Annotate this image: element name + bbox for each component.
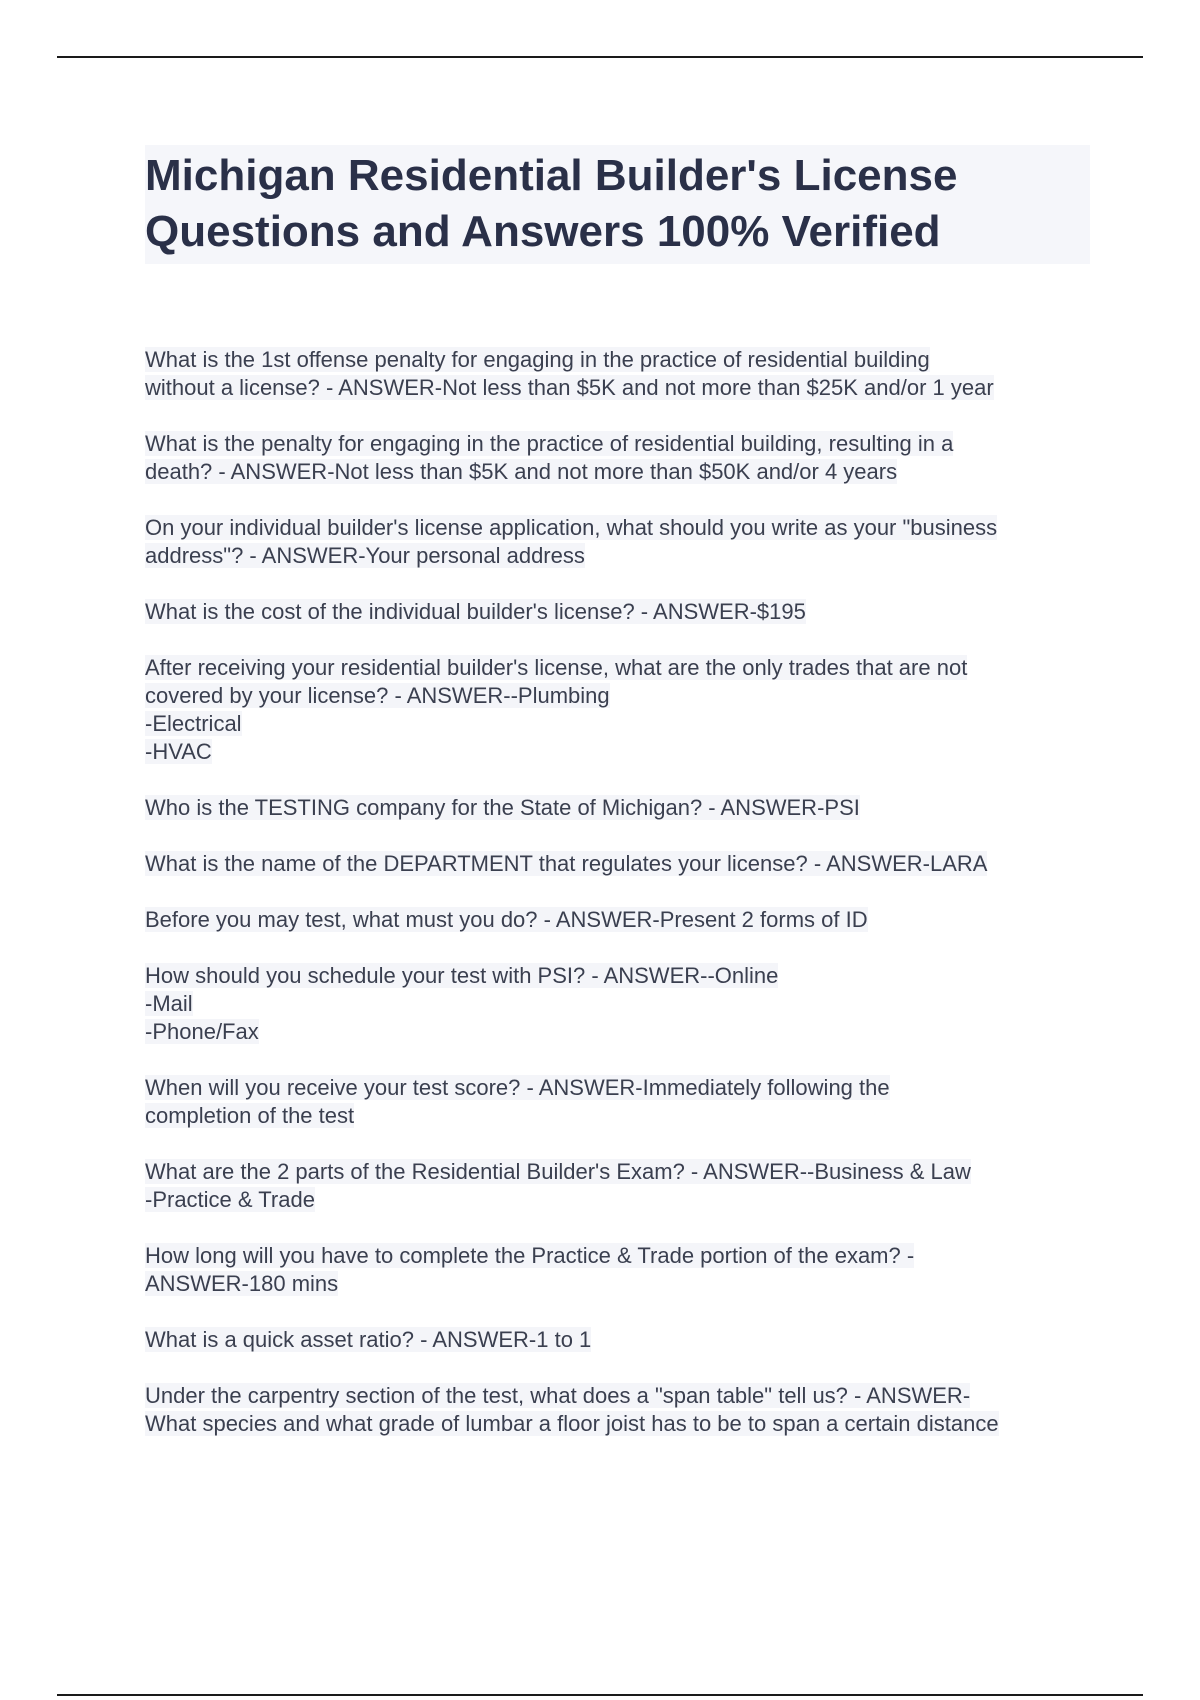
qa-text: -Electrical <box>145 711 242 736</box>
qa-text: When will you receive your test score? - ANSWER-Immediately following the <box>145 1075 890 1100</box>
qa-list <box>145 346 1090 1438</box>
title-block <box>145 145 1090 264</box>
qa-line <box>145 990 1090 1018</box>
qa-line <box>145 1158 1090 1186</box>
qa-text: without a license? - ANSWER-Not less than $5K and not more than $25K and/or 1 year <box>145 375 994 400</box>
qa-line <box>145 794 1090 822</box>
qa-line <box>145 542 1090 570</box>
qa-line <box>145 654 1090 682</box>
qa-line <box>145 906 1090 934</box>
qa-line <box>145 458 1090 486</box>
document-body <box>145 145 1090 1466</box>
title-line: Michigan Residential Builder's License <box>145 151 958 200</box>
qa-text: covered by your license? - ANSWER--Plumbing <box>145 683 610 708</box>
qa-item <box>145 962 1090 1046</box>
qa-text: Before you may test, what must you do? - ANSWER-Present 2 forms of ID <box>145 907 868 932</box>
qa-item <box>145 598 1090 626</box>
qa-text: death? - ANSWER-Not less than $5K and not more than $50K and/or 4 years <box>145 459 898 484</box>
qa-text: What is a quick asset ratio? - ANSWER-1 to 1 <box>145 1327 592 1352</box>
qa-line <box>145 1018 1090 1046</box>
qa-text: address"? - ANSWER-Your personal address <box>145 543 585 568</box>
qa-line <box>145 1186 1090 1214</box>
qa-text: ANSWER-180 mins <box>145 1271 339 1296</box>
qa-text: After receiving your residential builder's license, what are the only trades that are not <box>145 655 968 680</box>
qa-line <box>145 346 1090 374</box>
qa-line <box>145 1074 1090 1102</box>
qa-line <box>145 738 1090 766</box>
qa-item <box>145 346 1090 402</box>
qa-item <box>145 794 1090 822</box>
qa-text: What is the cost of the individual builder's license? - ANSWER-$195 <box>145 599 806 624</box>
qa-item <box>145 906 1090 934</box>
qa-line <box>145 710 1090 738</box>
footer-rule <box>57 1694 1143 1696</box>
qa-item <box>145 850 1090 878</box>
qa-item <box>145 1074 1090 1130</box>
document-title <box>145 148 1090 260</box>
qa-item <box>145 430 1090 486</box>
qa-text: What species and what grade of lumbar a floor joist has to be to span a certain distance <box>145 1411 999 1436</box>
qa-line <box>145 962 1090 990</box>
qa-line <box>145 514 1090 542</box>
qa-text: How should you schedule your test with PSI? - ANSWER--Online <box>145 963 779 988</box>
qa-line <box>145 1326 1090 1354</box>
qa-line <box>145 430 1090 458</box>
qa-line <box>145 682 1090 710</box>
qa-text: Under the carpentry section of the test, what does a "span table" tell us? - ANSWER- <box>145 1383 971 1408</box>
qa-text: What is the name of the DEPARTMENT that regulates your license? - ANSWER-LARA <box>145 851 988 876</box>
qa-item <box>145 1158 1090 1214</box>
qa-text: -Mail <box>145 991 193 1016</box>
qa-text: -HVAC <box>145 739 212 764</box>
qa-text: What are the 2 parts of the Residential Builder's Exam? - ANSWER--Business & Law <box>145 1159 971 1184</box>
qa-text: -Practice & Trade <box>145 1187 315 1212</box>
qa-line <box>145 850 1090 878</box>
qa-text: On your individual builder's license application, what should you write as your "business <box>145 515 998 540</box>
qa-line <box>145 1410 1090 1438</box>
qa-line <box>145 1270 1090 1298</box>
qa-line <box>145 598 1090 626</box>
qa-text: Who is the TESTING company for the State of Michigan? - ANSWER-PSI <box>145 795 860 820</box>
qa-item <box>145 1382 1090 1438</box>
title-line: Questions and Answers 100% Verified <box>145 207 941 256</box>
header-rule <box>57 56 1143 58</box>
qa-item <box>145 514 1090 570</box>
qa-text: completion of the test <box>145 1103 355 1128</box>
qa-line <box>145 374 1090 402</box>
qa-line <box>145 1242 1090 1270</box>
qa-item <box>145 1242 1090 1298</box>
qa-text: What is the 1st offense penalty for engaging in the practice of residential building <box>145 347 930 372</box>
qa-text: -Phone/Fax <box>145 1019 259 1044</box>
qa-item <box>145 1326 1090 1354</box>
qa-line <box>145 1382 1090 1410</box>
qa-line <box>145 1102 1090 1130</box>
qa-text: What is the penalty for engaging in the practice of residential building, resulting in a <box>145 431 954 456</box>
qa-text: How long will you have to complete the Practice & Trade portion of the exam? - <box>145 1243 915 1268</box>
qa-item <box>145 654 1090 766</box>
